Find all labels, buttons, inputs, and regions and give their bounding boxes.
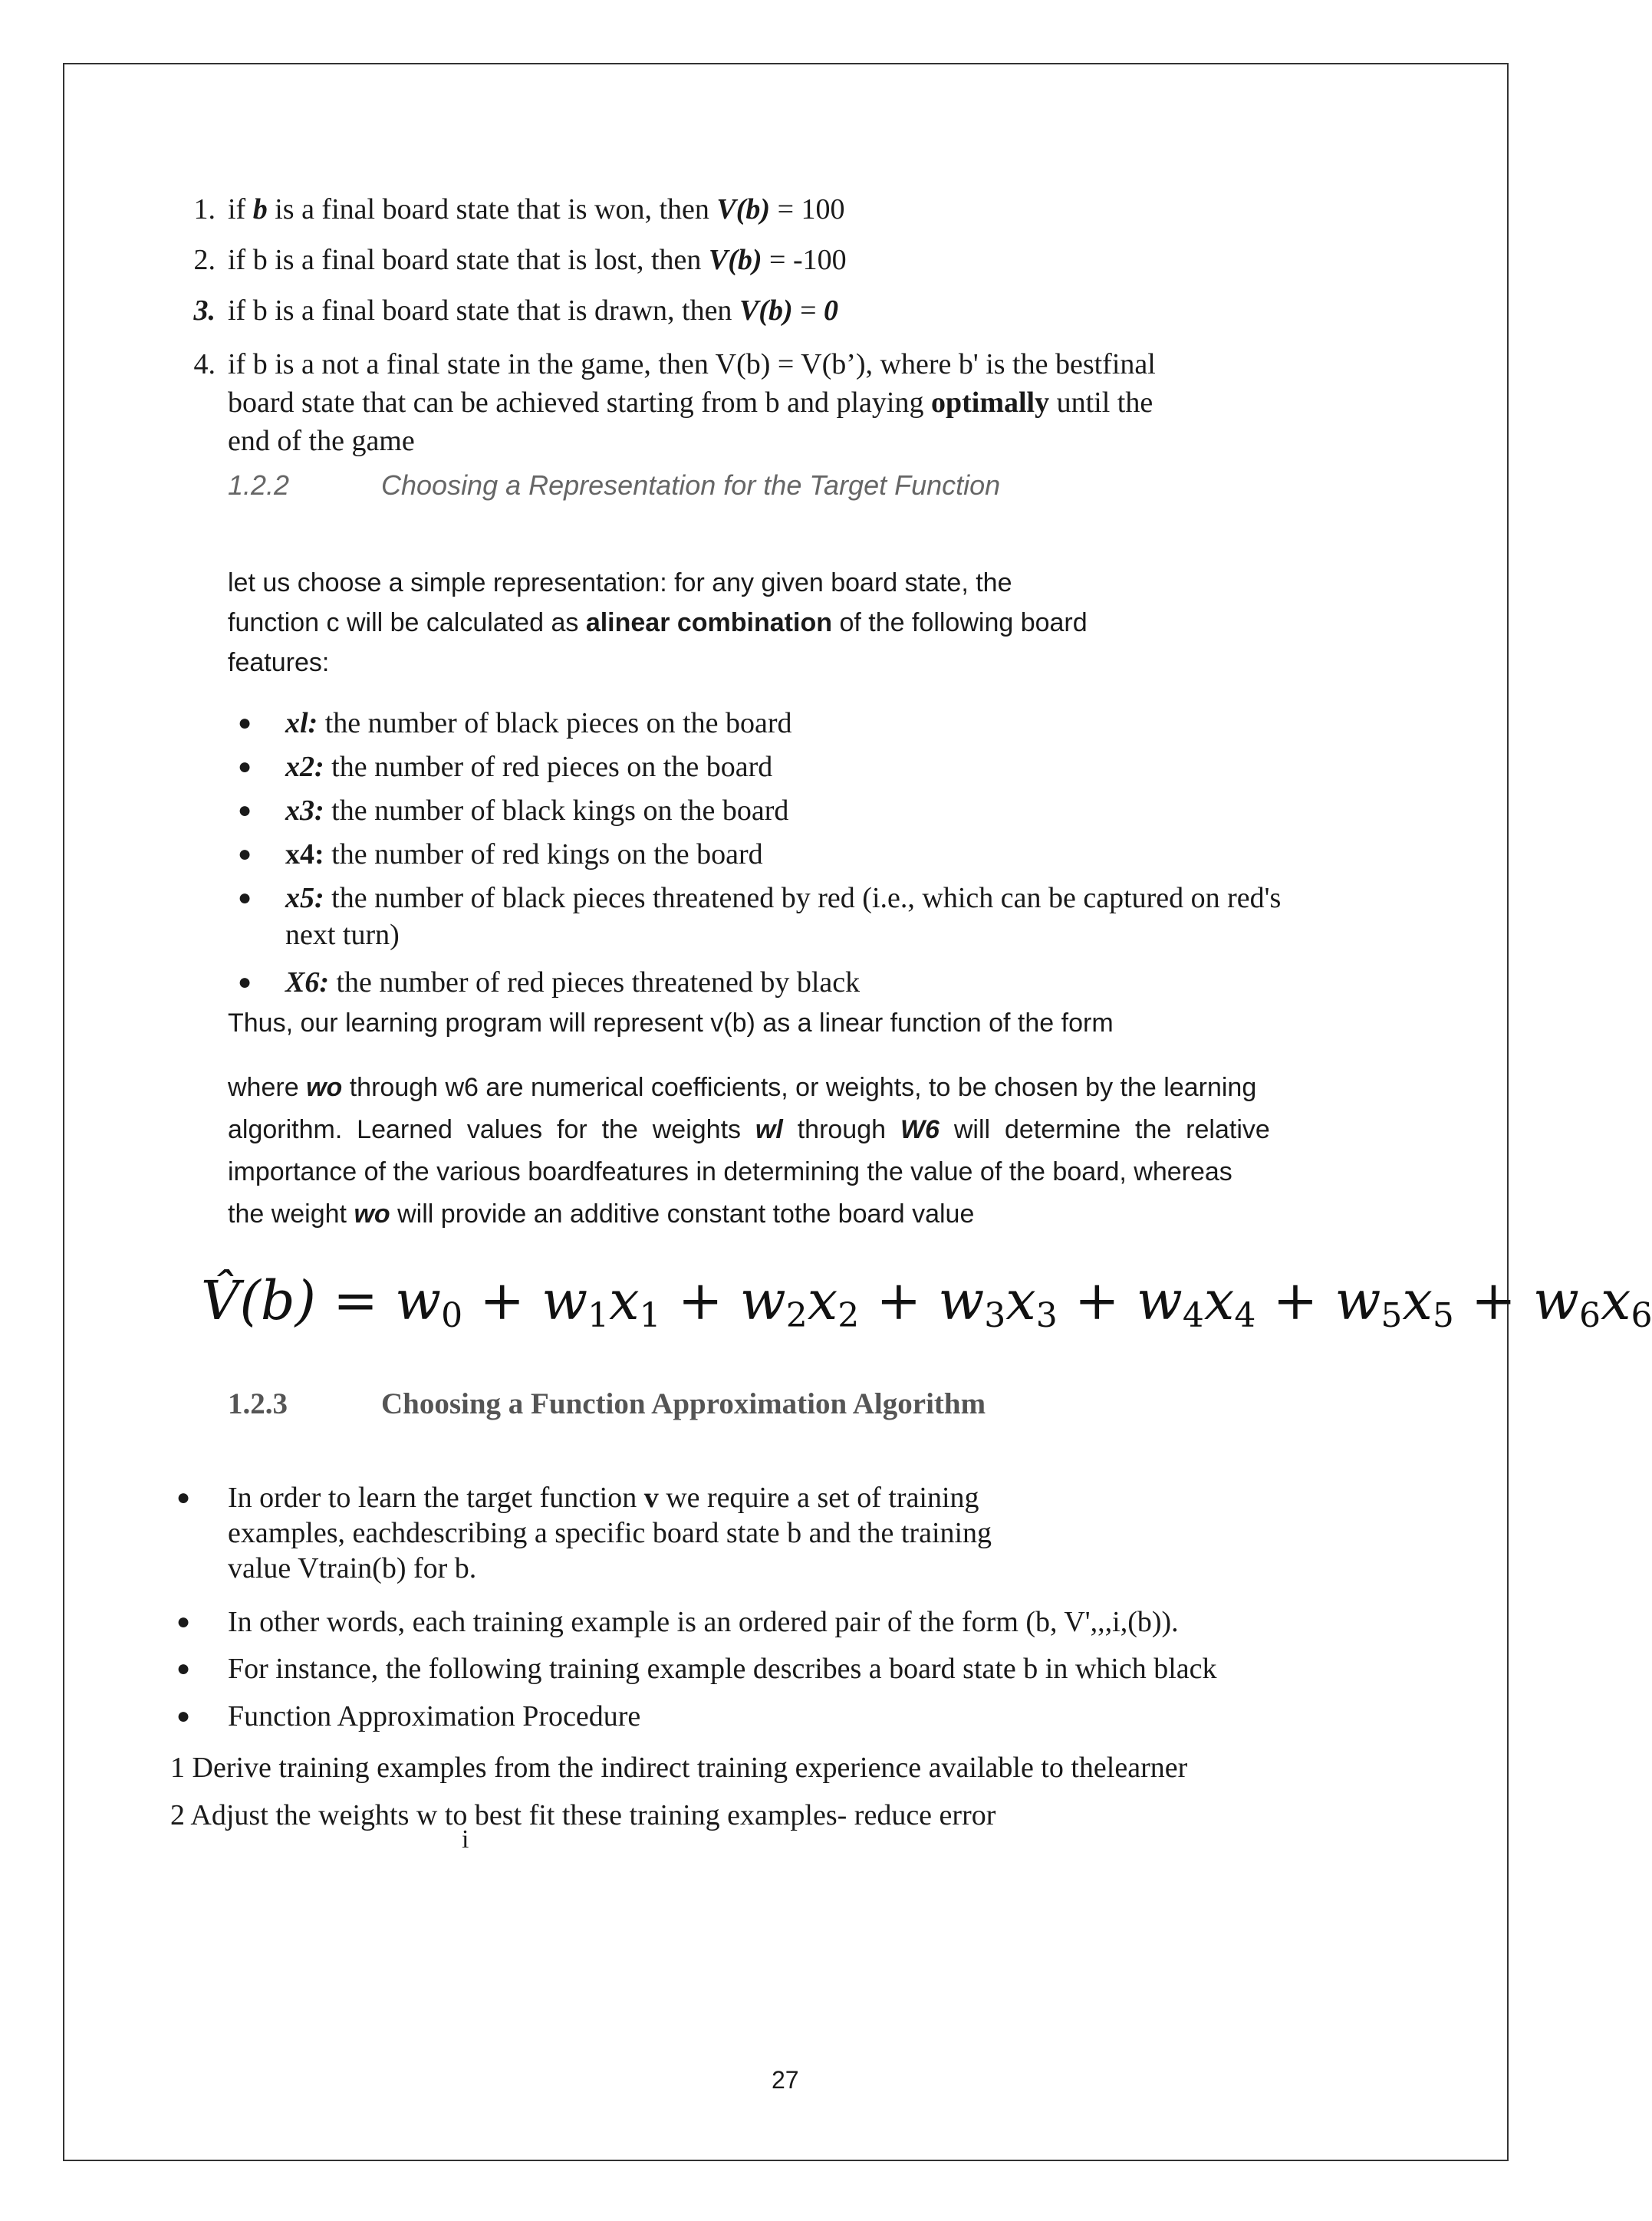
bullet-icon: ●	[238, 969, 252, 995]
feature-item-continuation: next turn)	[285, 919, 400, 951]
section-title: Choosing a Function Approximation Algorithm	[381, 1387, 986, 1420]
linear-function-formula: V̂(b) = $w_0 + w_1x_1 + w_2x_2 + w_3x_3 + w_4x_4 + w_5x_5 + w_6x_6$	[201, 1269, 1652, 1335]
section-number: 1.2.2	[228, 469, 290, 501]
paragraph-line: function c will be calculated as alinear combination of the following board	[228, 608, 1088, 637]
section-number: 1.2.3	[228, 1387, 288, 1420]
bullet-item-continuation: examples, eachdescribing a specific board state b and the training	[228, 1517, 992, 1549]
bullet-item-continuation: value Vtrain(b) for b.	[228, 1552, 477, 1584]
paragraph-line: let us choose a simple representation: for any given board state, the	[228, 568, 1012, 597]
list-item-continuation: board state that can be achieved starting from b and playing optimally until the	[228, 387, 1153, 419]
list-number: 4.	[193, 348, 216, 380]
bullet-icon: ●	[238, 885, 252, 910]
bullet-icon: ●	[238, 841, 252, 867]
list-number: 1.	[193, 193, 216, 225]
bullet-icon: ●	[176, 1609, 191, 1634]
paragraph-line: algorithm. Learned values for the weights wl through W6 will determine the relative	[228, 1115, 1270, 1144]
bullet-icon: ●	[176, 1656, 191, 1681]
procedure-step: 2 Adjust the weights w to best fit these training examples- reduce error	[170, 1799, 996, 1831]
bullet-icon: ●	[238, 710, 252, 735]
paragraph-line: where wo through w6 are numerical coefficients, or weights, to be chosen by the learning	[228, 1073, 1257, 1102]
section-title: Choosing a Representation for the Target Function	[381, 469, 1001, 501]
bullet-icon: ●	[176, 1485, 191, 1510]
bullet-icon: ●	[238, 754, 252, 779]
page-number: 27	[772, 2066, 799, 2094]
bullet-icon: ●	[176, 1703, 191, 1729]
paragraph-line: Thus, our learning program will represent v(b) as a linear function of the form	[228, 1008, 1114, 1038]
paragraph-line: the weight wo will provide an additive constant tothe board value	[228, 1199, 975, 1229]
paragraph-line: importance of the various boardfeatures in determining the value of the board, whereas	[228, 1157, 1232, 1186]
paragraph-line: features:	[228, 648, 330, 677]
list-number: 3.	[193, 294, 216, 327]
procedure-step: 1 Derive training examples from the indirect training experience available to thelearner	[170, 1752, 1188, 1784]
subscript-i: i	[462, 1825, 469, 1854]
bullet-icon: ●	[238, 798, 252, 823]
list-item-continuation: end of the game	[228, 425, 415, 457]
list-number: 2.	[193, 244, 216, 276]
